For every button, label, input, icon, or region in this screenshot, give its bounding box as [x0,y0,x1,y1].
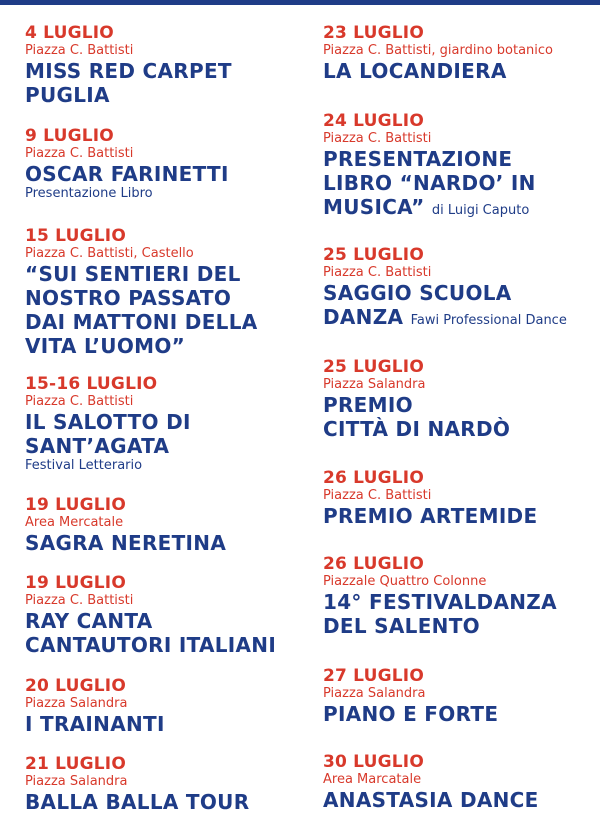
event-title [25,609,310,657]
event-item [323,24,595,83]
event-date: 19 LUGLIO [25,495,126,515]
event-title [323,147,595,223]
event-date: 4 LUGLIO [25,23,114,43]
event-place: Piazza C. Battisti, giardino botanico [323,43,554,58]
event-date: 21 LUGLIO [25,754,126,774]
event-item [323,469,595,528]
event-item [25,677,310,736]
event-place: Piazza C. Battisti, Castello [25,246,194,261]
event-title-line: BALLA BALLA TOUR [25,790,250,814]
event-place: Piazza C. Battisti [25,146,134,161]
event-date: 23 LUGLIO [323,23,424,43]
event-place: Piazza Salandra [323,377,426,392]
event-title-line: DAI MATTONI DELLA [25,310,258,334]
event-title [25,790,310,814]
event-place: Piazza C. Battisti [25,593,134,608]
event-place: Piazzale Quattro Colonne [323,574,487,589]
event-date: 25 LUGLIO [323,357,424,377]
event-title [25,410,310,458]
event-place: Piazza C. Battisti [25,43,134,58]
event-date: 30 LUGLIO [323,752,424,772]
event-title-line: PUGLIA [25,83,110,107]
event-item [25,227,310,358]
event-title [25,712,310,736]
event-item [323,358,595,441]
event-date: 15-16 LUGLIO [25,374,158,394]
event-title [323,281,595,333]
event-item [25,496,310,555]
event-item [323,246,595,333]
event-title-line: IL SALOTTO DI [25,410,191,434]
event-place: Piazza C. Battisti [323,265,432,280]
event-item [323,667,595,726]
event-title-line [323,305,595,333]
event-title-line: PIANO E FORTE [323,702,499,726]
event-title [25,59,310,107]
event-organizer: Fawi Professional Dance [410,313,567,328]
event-item [25,127,310,202]
event-title-line: PREMIO [323,393,413,417]
event-title-line: LIBRO “NARDO’ IN [323,171,536,195]
event-place: Area Marcatale [323,772,422,787]
event-title-text: DANZA [323,305,404,329]
event-title [323,59,595,83]
event-title-line: VITA L’UOMO” [25,334,186,358]
event-title-line: CITTÀ DI NARDÒ [323,417,511,441]
event-title [323,590,595,638]
event-title-line: SAGRA NERETINA [25,531,227,555]
event-item [25,574,310,657]
event-date: 9 LUGLIO [25,126,114,146]
event-item [323,112,595,223]
event-place: Piazza C. Battisti [323,131,432,146]
event-title [323,504,595,528]
event-title-line: SAGGIO SCUOLA [323,281,512,305]
event-title [25,531,310,555]
event-place: Piazza Salandra [25,696,128,711]
event-item [323,555,595,638]
event-title-line: NOSTRO PASSATO [25,286,232,310]
event-title-line: “SUI SENTIERI DEL [25,262,241,286]
event-item [25,24,310,107]
event-title [25,162,310,186]
event-place: Piazza C. Battisti [323,488,432,503]
event-title-line: I TRAINANTI [25,712,165,736]
event-date: 15 LUGLIO [25,226,126,246]
event-title [323,702,595,726]
event-title-line: 14° FESTIVALDANZA [323,590,557,614]
event-date: 26 LUGLIO [323,554,424,574]
event-date: 25 LUGLIO [323,245,424,265]
event-title-line: MISS RED CARPET [25,59,232,83]
event-place: Piazza Salandra [25,774,128,789]
event-date: 27 LUGLIO [323,666,424,686]
event-title-line: RAY CANTA [25,609,153,633]
event-title [25,262,310,358]
event-subtitle: Festival Letterario [25,458,143,473]
event-date: 20 LUGLIO [25,676,126,696]
event-author: di Luigi Caputo [431,203,530,218]
event-title-text: MUSICA” [323,195,425,219]
top-border [0,0,600,5]
event-place: Piazza Salandra [323,686,426,701]
event-title [323,788,595,812]
event-title-line [323,195,595,223]
event-title-line: PRESENTAZIONE [323,147,513,171]
event-place: Area Mercatale [25,515,124,530]
event-title-line: LA LOCANDIERA [323,59,507,83]
event-title-line: CANTAUTORI ITALIANI [25,633,277,657]
event-date: 24 LUGLIO [323,111,424,131]
event-title-line: DEL SALENTO [323,614,480,638]
event-item [323,753,595,812]
event-title [323,393,595,441]
event-item [25,375,310,474]
event-title-line: PREMIO ARTEMIDE [323,504,538,528]
event-title-line: OSCAR FARINETTI [25,162,229,186]
event-title-line: ANASTASIA DANCE [323,788,539,812]
event-date: 19 LUGLIO [25,573,126,593]
event-subtitle: Presentazione Libro [25,186,153,201]
event-title-line: SANT’AGATA [25,434,170,458]
event-date: 26 LUGLIO [323,468,424,488]
event-place: Piazza C. Battisti [25,394,134,409]
event-item [25,755,310,814]
